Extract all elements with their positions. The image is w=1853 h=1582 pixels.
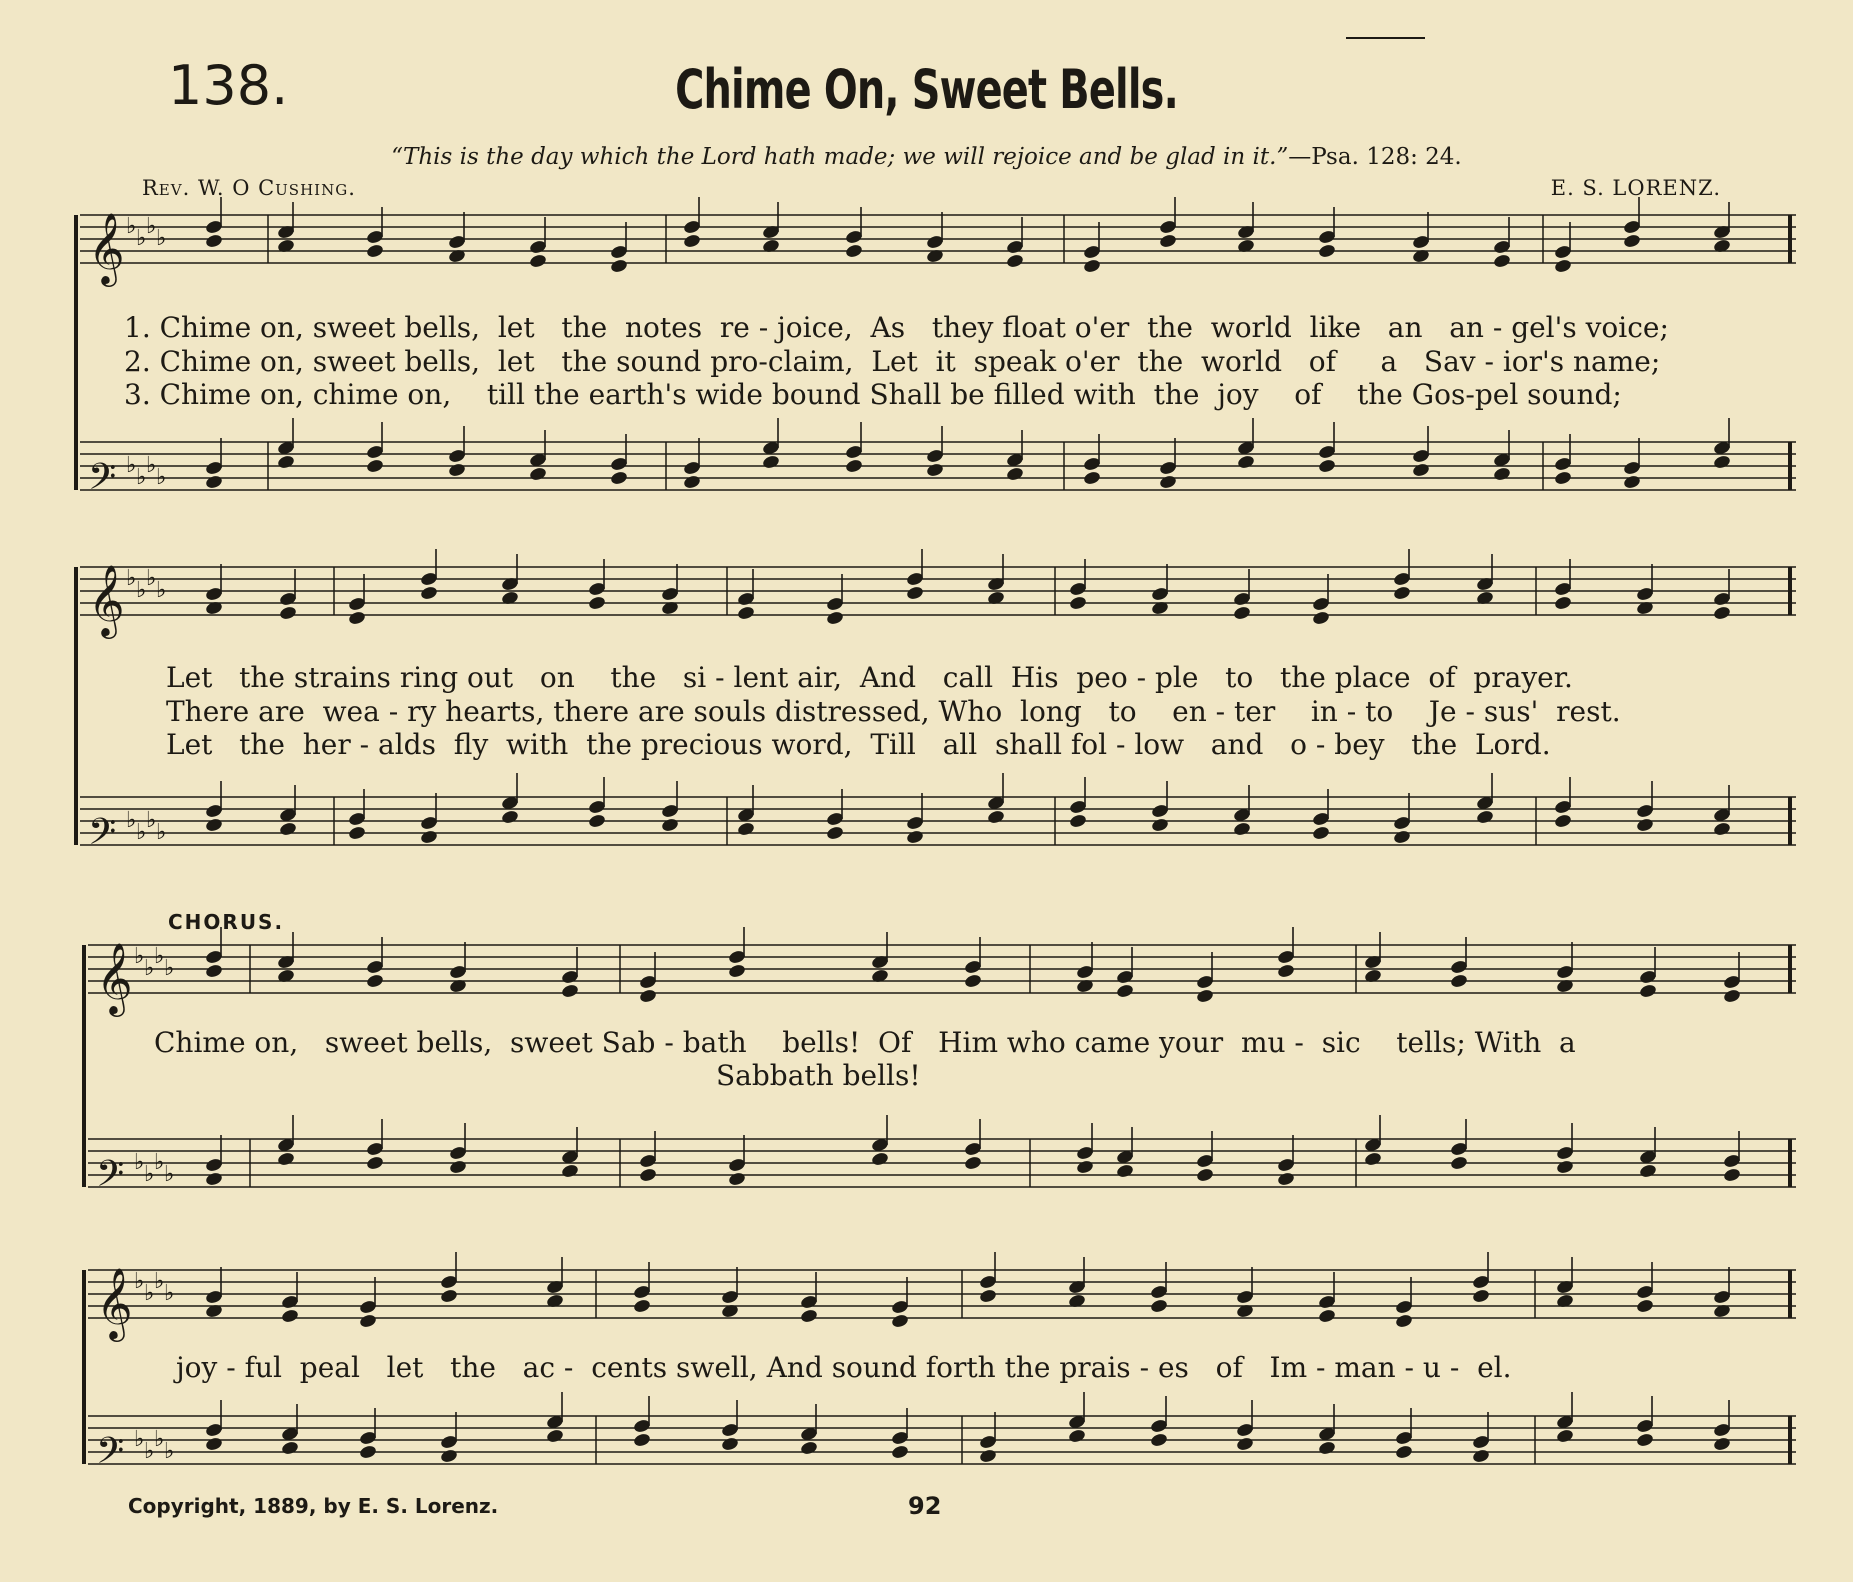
note-head <box>1476 809 1495 825</box>
composer-credit: E. S. LORENZ. <box>1550 176 1721 200</box>
note-head <box>964 1155 983 1171</box>
flat-icon: ♭ <box>136 578 147 603</box>
note-head <box>588 813 607 829</box>
note-head <box>987 809 1006 825</box>
note-head <box>366 458 385 474</box>
note-head <box>1312 610 1331 626</box>
chorus-line-1: Chime on, sweet bells, sweet Sab - bath bells! Of Him who came your mu - sic tells; With a <box>154 1026 1576 1059</box>
note-head <box>906 585 925 601</box>
note-head <box>420 585 439 601</box>
note-head <box>1713 821 1732 837</box>
note-head <box>1068 1428 1087 1444</box>
note-head <box>728 963 747 979</box>
note-head <box>440 1448 459 1464</box>
note-head <box>826 825 845 841</box>
note-head <box>737 821 756 837</box>
note-head <box>1006 253 1025 269</box>
note-head <box>205 1171 224 1187</box>
note-head <box>501 809 520 825</box>
note-head <box>1069 595 1088 611</box>
note-head <box>1196 1167 1215 1183</box>
note-head <box>1639 983 1658 999</box>
flat-icon: ♭ <box>144 956 155 981</box>
note-head <box>1116 983 1135 999</box>
flat-icon: ♭ <box>164 1439 175 1464</box>
note-head <box>1393 585 1412 601</box>
note-head <box>610 258 629 274</box>
note-head <box>1318 1440 1337 1456</box>
note-head <box>277 1151 296 1167</box>
note-head <box>366 243 385 259</box>
note-head <box>205 233 224 249</box>
note-head <box>979 1288 998 1304</box>
flat-icon: ♭ <box>146 808 157 833</box>
note-head <box>205 963 224 979</box>
note-head <box>1076 1159 1095 1175</box>
bass-clef-icon: 𝄢 <box>96 1430 125 1481</box>
note-head <box>1554 470 1573 486</box>
note-head <box>1636 1298 1655 1314</box>
flat-icon: ♭ <box>126 453 137 478</box>
note-head <box>277 454 296 470</box>
note-head <box>1450 1155 1469 1171</box>
note-head <box>633 1432 652 1448</box>
note-head <box>610 470 629 486</box>
note-head <box>1318 1308 1337 1324</box>
note-head <box>529 253 548 269</box>
note-head <box>205 817 224 833</box>
verse-2-line-1: 2. Chime on, sweet bells, let the sound pro-claim, Let it speak o'er the world of a Sav - ior's name; <box>124 345 1661 378</box>
flat-icon: ♭ <box>164 1281 175 1306</box>
flat-icon: ♭ <box>156 465 167 490</box>
note-head <box>1277 963 1296 979</box>
flat-icon: ♭ <box>154 1150 165 1175</box>
note-head <box>1318 243 1337 259</box>
note-head <box>348 825 367 841</box>
flat-icon: ♭ <box>146 453 157 478</box>
flat-icon: ♭ <box>146 566 157 591</box>
verse-3-line-1: 3. Chime on, chime on, till the earth's wide bound Shall be filled with the joy of the Gos-pel sound; <box>124 378 1622 411</box>
note-head <box>1116 1163 1135 1179</box>
note-head <box>1150 1432 1169 1448</box>
note-head <box>762 454 781 470</box>
note-head <box>1364 1151 1383 1167</box>
note-head <box>926 462 945 478</box>
chorus-alt-lyric: Sabbath bells! <box>716 1059 921 1092</box>
note-head <box>281 1440 300 1456</box>
note-head <box>906 829 925 845</box>
flat-icon: ♭ <box>154 1269 165 1294</box>
flat-icon: ♭ <box>164 1162 175 1187</box>
bass-clef-icon: 𝄢 <box>88 456 117 507</box>
note-head <box>1472 1448 1491 1464</box>
note-head <box>1318 458 1337 474</box>
flat-icon: ♭ <box>156 226 167 251</box>
note-head <box>1472 1288 1491 1304</box>
note-head <box>1493 466 1512 482</box>
verse-1-line-2: Let the strains ring out on the si - lent air, And call His peo - ple to the place of prayer. <box>166 661 1573 694</box>
note-head <box>448 462 467 478</box>
page-number: 92 <box>908 1492 942 1520</box>
note-head <box>1236 1436 1255 1452</box>
copyright-notice: Copyright, 1889, by E. S. Lorenz. <box>128 1494 499 1518</box>
note-head <box>1623 233 1642 249</box>
note-head <box>561 983 580 999</box>
note-head <box>845 458 864 474</box>
verse-1-line-1: 1. Chime on, sweet bells, let the notes re - joice, As they float o'er the world like an an - gel's voice; <box>124 311 1669 344</box>
note-head <box>1083 470 1102 486</box>
note-head <box>529 466 548 482</box>
note-head <box>661 817 680 833</box>
note-head <box>1393 829 1412 845</box>
treble-clef-icon: 𝄞 <box>88 211 125 284</box>
note-head <box>826 610 845 626</box>
treble-clef-icon: 𝄞 <box>96 1266 133 1339</box>
flat-icon: ♭ <box>144 1281 155 1306</box>
note-head <box>891 1313 910 1329</box>
note-head <box>1450 973 1469 989</box>
note-head <box>737 605 756 621</box>
note-head <box>1493 253 1512 269</box>
note-head <box>348 610 367 626</box>
flat-icon: ♭ <box>134 1150 145 1175</box>
note-head <box>1237 454 1256 470</box>
note-head <box>279 605 298 621</box>
flat-icon: ♭ <box>126 808 137 833</box>
note-head <box>1233 605 1252 621</box>
flat-icon: ♭ <box>126 566 137 591</box>
note-head <box>1554 813 1573 829</box>
note-head <box>845 243 864 259</box>
verse-3-line-2: Let the her - alds fly with the precious word, Till all shall fol - low and o - bey the Lord. <box>166 728 1551 761</box>
verse-2-line-2: There are wea - ry hearts, there are souls distressed, Who long to en - ter in - to Je - sus' rest. <box>166 695 1621 728</box>
flat-icon: ♭ <box>144 1439 155 1464</box>
flat-icon: ♭ <box>134 944 145 969</box>
chorus-line-2: joy - ful peal let the ac - cents swell, And sound forth the prais - es of Im - man - u - el. <box>176 1351 1512 1384</box>
note-head <box>359 1444 378 1460</box>
flat-icon: ♭ <box>134 1269 145 1294</box>
flat-icon: ♭ <box>154 1427 165 1452</box>
note-head <box>1277 1171 1296 1187</box>
epigraph-quote: “This is the day which the Lord hath made; we will rejoice and be glad in it.” <box>391 144 1289 170</box>
note-head <box>359 1313 378 1329</box>
note-head <box>1554 258 1573 274</box>
flat-icon: ♭ <box>134 1427 145 1452</box>
note-head <box>279 821 298 837</box>
note-head <box>721 1436 740 1452</box>
note-head <box>683 233 702 249</box>
note-head <box>1713 605 1732 621</box>
note-head <box>1554 595 1573 611</box>
hymn-title: Chime On, Sweet Bells. <box>675 58 1178 121</box>
note-head <box>366 973 385 989</box>
bass-clef-icon: 𝄢 <box>88 811 117 862</box>
note-head <box>964 973 983 989</box>
note-head <box>366 1155 385 1171</box>
note-head <box>440 1288 459 1304</box>
flat-icon: ♭ <box>146 214 157 239</box>
note-head <box>1713 1436 1732 1452</box>
note-head <box>205 1436 224 1452</box>
bass-clef-icon: 𝄢 <box>96 1153 125 1204</box>
note-head <box>1196 988 1215 1004</box>
note-head <box>1159 474 1178 490</box>
flat-icon: ♭ <box>126 214 137 239</box>
treble-clef-icon: 𝄞 <box>88 563 125 636</box>
note-head <box>1639 1163 1658 1179</box>
note-head <box>1083 258 1102 274</box>
note-head <box>1412 462 1431 478</box>
flat-icon: ♭ <box>144 1162 155 1187</box>
note-head <box>683 474 702 490</box>
note-head <box>1006 466 1025 482</box>
note-head <box>1723 1167 1742 1183</box>
note-head <box>281 1308 300 1324</box>
note-head <box>546 1428 565 1444</box>
flat-icon: ♭ <box>136 820 147 845</box>
note-head <box>1159 233 1178 249</box>
flat-icon: ♭ <box>164 956 175 981</box>
note-head <box>800 1440 819 1456</box>
note-head <box>728 1171 747 1187</box>
note-head <box>1150 1298 1169 1314</box>
note-head <box>1069 813 1088 829</box>
note-head <box>561 1163 580 1179</box>
flat-icon: ♭ <box>136 465 147 490</box>
note-head <box>1556 1159 1575 1175</box>
note-head <box>1395 1313 1414 1329</box>
note-head <box>588 595 607 611</box>
treble-clef-icon: 𝄞 <box>96 941 133 1014</box>
note-head <box>1151 817 1170 833</box>
note-head <box>205 474 224 490</box>
note-head <box>633 1298 652 1314</box>
flat-icon: ♭ <box>156 578 167 603</box>
note-head <box>800 1308 819 1324</box>
note-head <box>1623 474 1642 490</box>
chorus-label: CHORUS. <box>168 910 285 934</box>
note-head <box>1312 825 1331 841</box>
note-head <box>1556 1428 1575 1444</box>
note-head <box>891 1444 910 1460</box>
author-credit: Rev. W. O Cushing. <box>142 176 356 200</box>
note-head <box>1395 1444 1414 1460</box>
note-head <box>449 1159 468 1175</box>
epigraph-reference: —Psa. 128: 24. <box>1288 144 1462 170</box>
flat-icon: ♭ <box>154 944 165 969</box>
note-head <box>1713 454 1732 470</box>
note-head <box>1636 1432 1655 1448</box>
note-head <box>1723 988 1742 1004</box>
note-head <box>639 988 658 1004</box>
note-head <box>871 1151 890 1167</box>
hymn-number: 138. <box>168 54 289 117</box>
note-head <box>639 1167 658 1183</box>
note-head <box>420 829 439 845</box>
note-head <box>979 1448 998 1464</box>
flat-icon: ♭ <box>136 226 147 251</box>
flat-icon: ♭ <box>156 820 167 845</box>
note-head <box>1636 817 1655 833</box>
note-head <box>1233 821 1252 837</box>
